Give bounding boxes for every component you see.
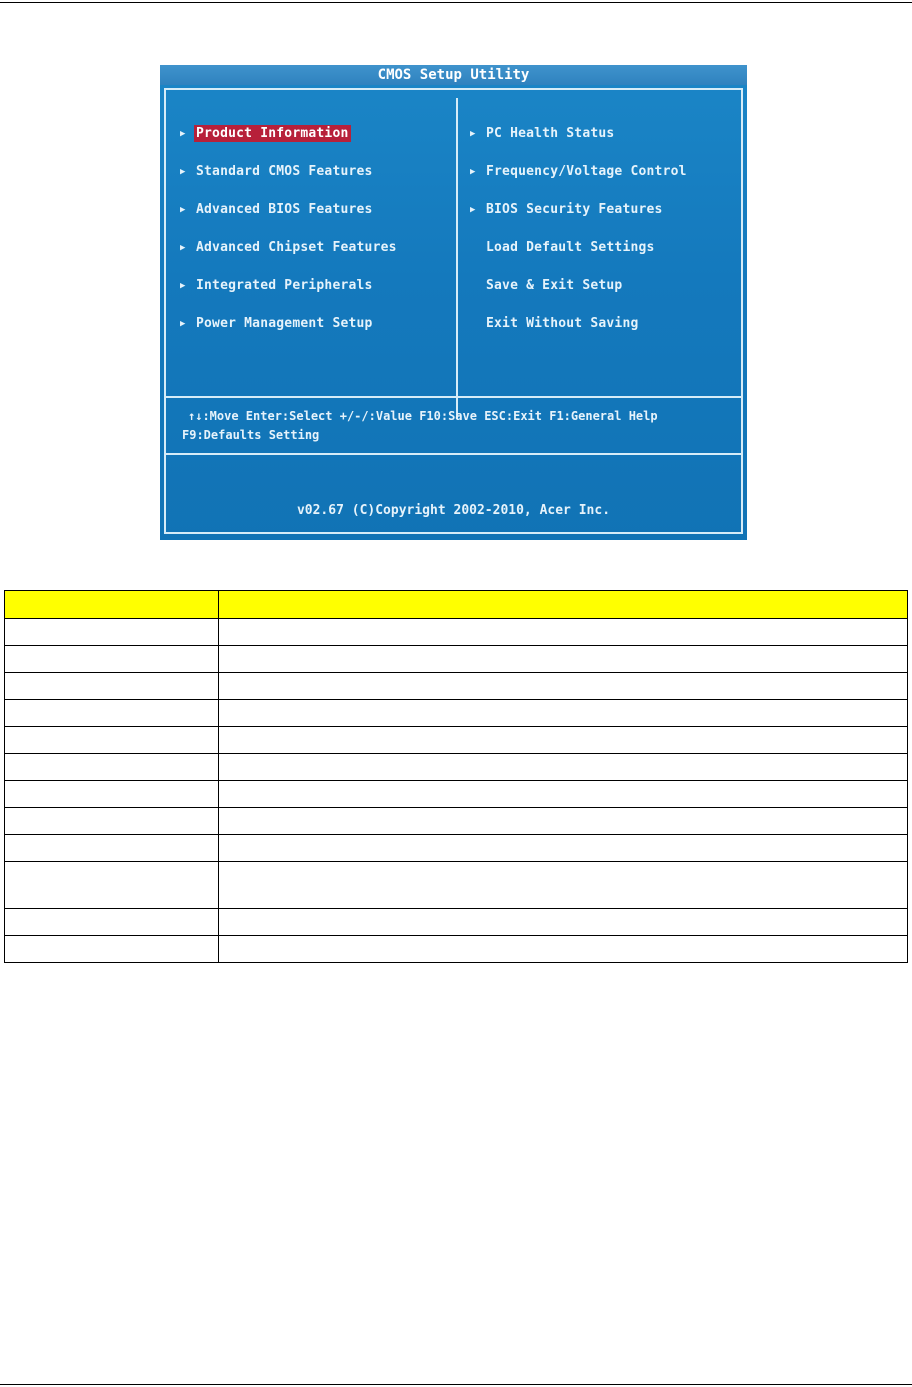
menu-item-label: Load Default Settings (486, 240, 655, 255)
key-help-line: ↑↓:Move Enter:Select +/-/:Value F10:Save ESC:Exit F1:General Help (188, 409, 658, 423)
submenu-arrow-icon: ▶ (180, 205, 186, 215)
table-row (5, 781, 908, 808)
table-cell (5, 727, 219, 754)
menu-item-label: Save & Exit Setup (486, 278, 623, 293)
table-cell (219, 909, 908, 936)
table-cell (5, 835, 219, 862)
menu-item-frequency-voltage-control[interactable] (470, 162, 689, 182)
menu-item-exit-without-saving[interactable] (470, 314, 641, 334)
table-cell (5, 754, 219, 781)
menu-item-label: PC Health Status (486, 126, 615, 141)
table-cell (219, 936, 908, 963)
table-cell (219, 754, 908, 781)
table-row (5, 700, 908, 727)
table-row (5, 727, 908, 754)
bios-frame (164, 88, 743, 534)
submenu-arrow-icon: ▶ (180, 129, 186, 139)
menu-item-label: Power Management Setup (196, 316, 373, 331)
submenu-arrow-icon: ▶ (180, 243, 186, 253)
table-row (5, 808, 908, 835)
table-row (5, 909, 908, 936)
table-cell (219, 673, 908, 700)
bios-title: CMOS Setup Utility (160, 65, 747, 85)
table-cell (5, 673, 219, 700)
menu-item-label: Exit Without Saving (486, 316, 639, 331)
submenu-arrow-icon: ▶ (470, 129, 476, 139)
table-cell (219, 808, 908, 835)
menu-item-label: Standard CMOS Features (196, 164, 373, 179)
table-header-cell (5, 591, 219, 619)
table-header-cell (219, 591, 908, 619)
menu-item-product-information[interactable] (180, 124, 351, 144)
table-cell (5, 936, 219, 963)
menu-item-label: Advanced Chipset Features (196, 240, 397, 255)
menu-item-advanced-bios-features[interactable] (180, 200, 375, 220)
table-cell (5, 646, 219, 673)
table-cell (219, 619, 908, 646)
help-divider (166, 396, 741, 398)
menu-item-load-default-settings[interactable] (470, 238, 657, 258)
submenu-arrow-icon: ▶ (470, 205, 476, 215)
menu-item-label: BIOS Security Features (486, 202, 663, 217)
table-cell (5, 909, 219, 936)
menu-item-save-exit-setup[interactable] (470, 276, 624, 296)
table-cell (219, 727, 908, 754)
table-row (5, 754, 908, 781)
table-cell (219, 781, 908, 808)
table-cell (219, 862, 908, 909)
menu-item-label: Frequency/Voltage Control (486, 164, 687, 179)
table-cell (5, 781, 219, 808)
menu-item-power-management-setup[interactable] (180, 314, 375, 334)
table-cell (219, 646, 908, 673)
table-cell (5, 862, 219, 909)
table-header-row (5, 591, 908, 619)
table-row (5, 862, 908, 909)
footer-divider (166, 453, 741, 455)
submenu-arrow-icon: ▶ (180, 281, 186, 291)
table-row (5, 619, 908, 646)
table-cell (5, 808, 219, 835)
table-row (5, 936, 908, 963)
page-bottom-rule (0, 1384, 912, 1385)
menu-item-advanced-chipset-features[interactable] (180, 238, 399, 258)
table-cell (219, 835, 908, 862)
copyright-text: v02.67 (C)Copyright 2002-2010, Acer Inc. (296, 503, 611, 518)
bios-screen (160, 65, 747, 540)
table-cell (5, 619, 219, 646)
settings-table (4, 590, 908, 963)
table-cell (219, 700, 908, 727)
menu-item-pc-health-status[interactable] (470, 124, 616, 144)
submenu-arrow-icon: ▶ (180, 167, 186, 177)
menu-item-label: Integrated Peripherals (196, 278, 373, 293)
submenu-arrow-icon: ▶ (180, 319, 186, 329)
table-row (5, 835, 908, 862)
submenu-arrow-icon: ▶ (470, 167, 476, 177)
table-row (5, 646, 908, 673)
page-top-rule (0, 2, 912, 3)
table-cell (5, 700, 219, 727)
menu-item-standard-cmos-features[interactable] (180, 162, 375, 182)
key-help-line-2: F9:Defaults Setting (182, 428, 320, 442)
menu-item-integrated-peripherals[interactable] (180, 276, 375, 296)
menu-item-label: Product Information (196, 126, 349, 141)
menu-item-bios-security-features[interactable] (470, 200, 665, 220)
menu-item-label: Advanced BIOS Features (196, 202, 373, 217)
menu-column-divider (456, 98, 458, 419)
table-row (5, 673, 908, 700)
